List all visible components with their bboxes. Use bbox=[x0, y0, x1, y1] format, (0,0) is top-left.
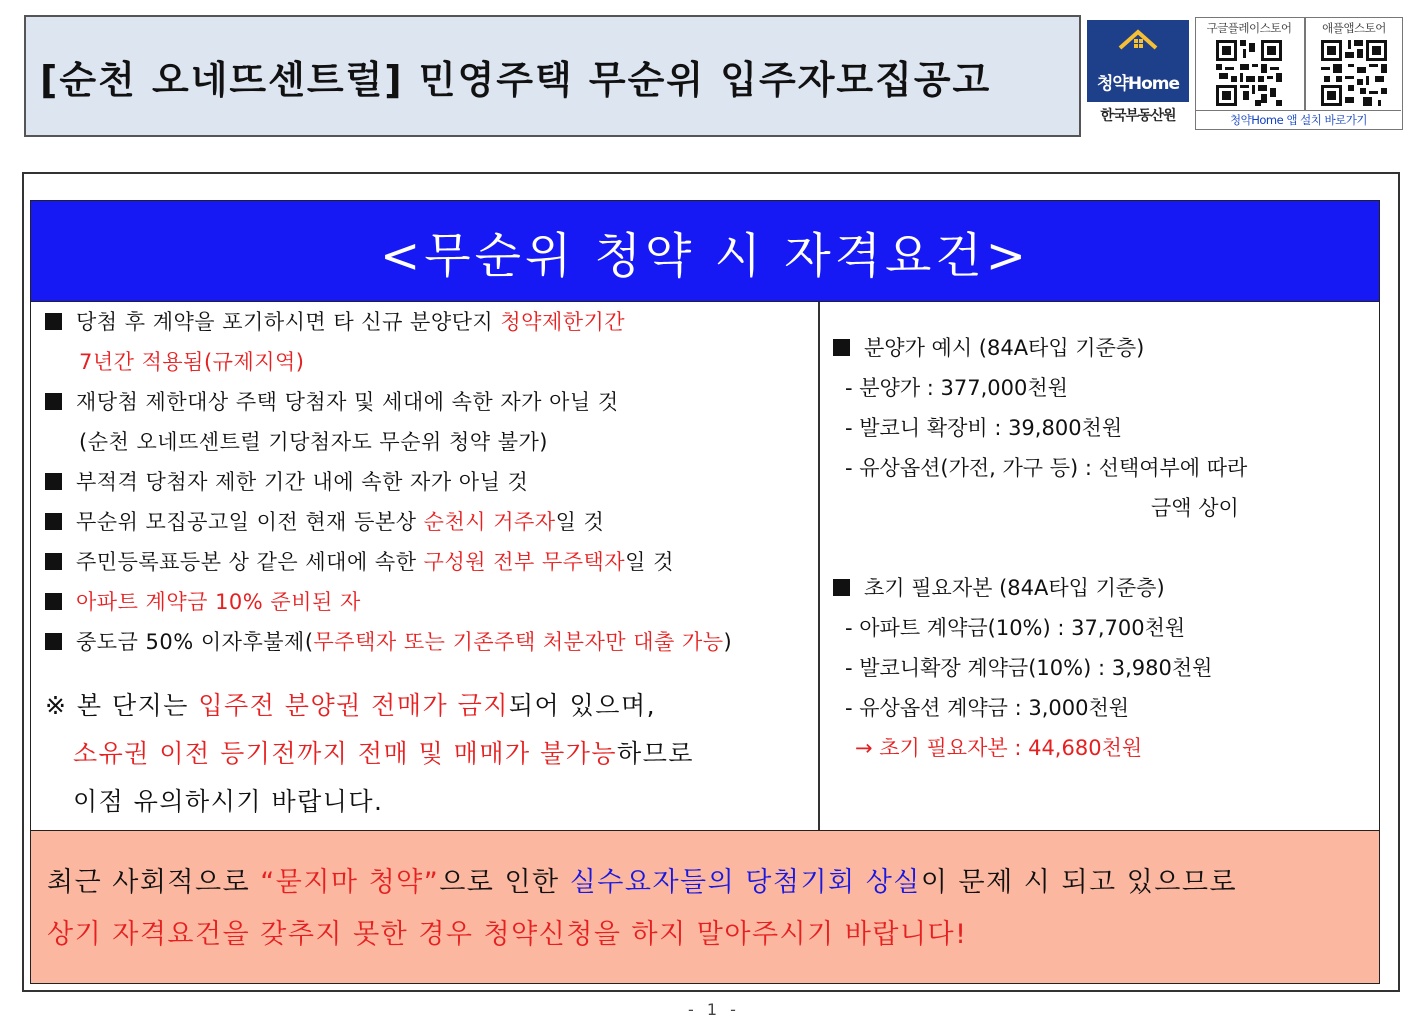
app-install-link[interactable]: 청약Home 앱 설치 바로가기 bbox=[1196, 110, 1401, 129]
highlight-text-blue: 실수요자들의 당첨기회 상실 bbox=[569, 867, 921, 898]
list-item bbox=[45, 582, 815, 622]
highlight-text: 구성원 전부 무주택자 bbox=[423, 550, 626, 574]
qr-apple[interactable] bbox=[1306, 18, 1402, 110]
list-item-continued: (순천 오네뜨센트럴 기당첨자도 무순위 청약 불가) bbox=[79, 430, 548, 454]
price-item: - 분양가 : 377,000천원 bbox=[845, 376, 1068, 400]
list-item bbox=[45, 542, 815, 582]
cost-info bbox=[833, 328, 1373, 768]
bullet-square-icon bbox=[45, 313, 62, 330]
notice-text: 하므로 bbox=[617, 739, 694, 768]
notice-line bbox=[45, 682, 815, 730]
capital-item: - 유상옵션 계약금 : 3,000천원 bbox=[845, 696, 1130, 720]
capital-item: - 발코니확장 계약금(10%) : 3,980천원 bbox=[845, 656, 1213, 680]
list-item-text: 일 것 bbox=[555, 510, 605, 534]
title-box bbox=[24, 15, 1081, 137]
logo-name: 청약Home bbox=[1097, 74, 1179, 94]
warning-box bbox=[30, 830, 1380, 984]
highlight-text: “묻지마 청약” bbox=[260, 867, 440, 898]
list-item bbox=[45, 462, 815, 502]
notice-line bbox=[45, 730, 815, 778]
bullet-square-icon bbox=[45, 553, 62, 570]
warning-text: 이 문제 시 되고 있으므로 bbox=[920, 867, 1238, 898]
warning-text: 최근 사회적으로 bbox=[47, 867, 261, 898]
list-item-text: 중도금 50% 이자후불제( bbox=[76, 630, 314, 654]
column-divider bbox=[818, 302, 820, 832]
qr-google-label: 구글플레이스토어 bbox=[1206, 21, 1292, 35]
list-item bbox=[45, 622, 815, 662]
notice-text: 되어 있으며, bbox=[508, 691, 657, 720]
banner-title: <무순위 청약 시 자격요건> bbox=[380, 227, 1030, 284]
capital-total: → 초기 필요자본 : 44,680천원 bbox=[855, 736, 1143, 760]
highlight-text: 순천시 거주자 bbox=[423, 510, 556, 534]
highlight-text: 청약제한기간 bbox=[500, 310, 626, 334]
list-item-text: 주민등록표등본 상 같은 세대에 속한 bbox=[76, 550, 424, 574]
list-item bbox=[45, 502, 815, 542]
bullet-square-icon bbox=[45, 593, 62, 610]
content-area bbox=[30, 302, 1380, 832]
list-item bbox=[45, 382, 815, 422]
qr-apple-label: 애플앱스토어 bbox=[1322, 21, 1386, 35]
list-item-text: 재당첨 제한대상 주택 당첨자 및 세대에 속한 자가 아닐 것 bbox=[76, 390, 619, 414]
list-item-text: 일 것 bbox=[625, 550, 674, 574]
requirements-banner bbox=[30, 200, 1380, 302]
qr-code-icon bbox=[1321, 40, 1387, 106]
price-item: - 유상옵션(가전, 가구 등) : 선택여부에 따라 bbox=[845, 456, 1248, 480]
list-item bbox=[45, 302, 815, 342]
list-item-text: ) bbox=[723, 630, 733, 654]
requirements-list bbox=[45, 302, 815, 826]
warning-line bbox=[47, 857, 1379, 909]
bullet-square-icon bbox=[833, 579, 850, 596]
section-heading bbox=[833, 328, 1373, 368]
list-item-text: 당첨 후 계약을 포기하시면 타 신규 분양단지 bbox=[76, 310, 501, 334]
page-title: [순천 오네뜨센트럴] 민영주택 무순위 입주자모집공고 bbox=[40, 57, 992, 102]
heading-text: 초기 필요자본 (84A타입 기준층) bbox=[864, 576, 1165, 600]
spacer bbox=[833, 528, 1373, 568]
capital-item: - 아파트 계약금(10%) : 37,700천원 bbox=[845, 616, 1186, 640]
bullet-square-icon bbox=[45, 633, 62, 650]
highlight-text: 아파트 계약금 10% 준비된 자 bbox=[76, 590, 361, 614]
cheongyak-home-logo[interactable] bbox=[1087, 20, 1189, 130]
qr-box bbox=[1195, 17, 1403, 130]
main-frame bbox=[22, 172, 1400, 992]
highlight-text: 무주택자 또는 기존주택 처분자만 대출 가능 bbox=[313, 630, 724, 654]
qr-code-icon bbox=[1216, 40, 1282, 106]
bullet-square-icon bbox=[45, 513, 62, 530]
warning-text: 으로 인한 bbox=[439, 867, 570, 898]
highlight-text: 소유권 이전 등기전까지 전매 및 매매가 불가능 bbox=[73, 739, 618, 768]
list-item-text: 부적격 당첨자 제한 기간 내에 속한 자가 아닐 것 bbox=[76, 470, 529, 494]
notice-text: ※ 본 단지는 bbox=[45, 691, 199, 720]
bullet-square-icon bbox=[45, 473, 62, 490]
list-item-text: 무순위 모집공고일 이전 현재 등본상 bbox=[76, 510, 424, 534]
warning-line: 상기 자격요건을 갖추지 못한 경우 청약신청을 하지 말아주시기 바랍니다! bbox=[47, 919, 968, 950]
price-item-continued: 금액 상이 bbox=[1151, 496, 1239, 520]
bullet-square-icon bbox=[833, 339, 850, 356]
bullet-square-icon bbox=[45, 393, 62, 410]
qr-google[interactable] bbox=[1196, 18, 1302, 110]
list-item-continued: 7년간 적용됨(규제지역) bbox=[79, 350, 305, 374]
house-icon bbox=[1116, 26, 1160, 54]
highlight-text: 입주전 분양권 전매가 금지 bbox=[198, 691, 509, 720]
heading-text: 분양가 예시 (84A타입 기준층) bbox=[864, 336, 1145, 360]
logo-badge bbox=[1087, 20, 1189, 102]
resale-notice bbox=[45, 682, 815, 826]
price-item: - 발코니 확장비 : 39,800천원 bbox=[845, 416, 1123, 440]
page-number: - 1 - bbox=[688, 1000, 740, 1019]
logo-org: 한국부동산원 bbox=[1100, 108, 1176, 124]
notice-line: 이점 유의하시기 바랍니다. bbox=[73, 787, 384, 816]
section-heading bbox=[833, 568, 1373, 608]
